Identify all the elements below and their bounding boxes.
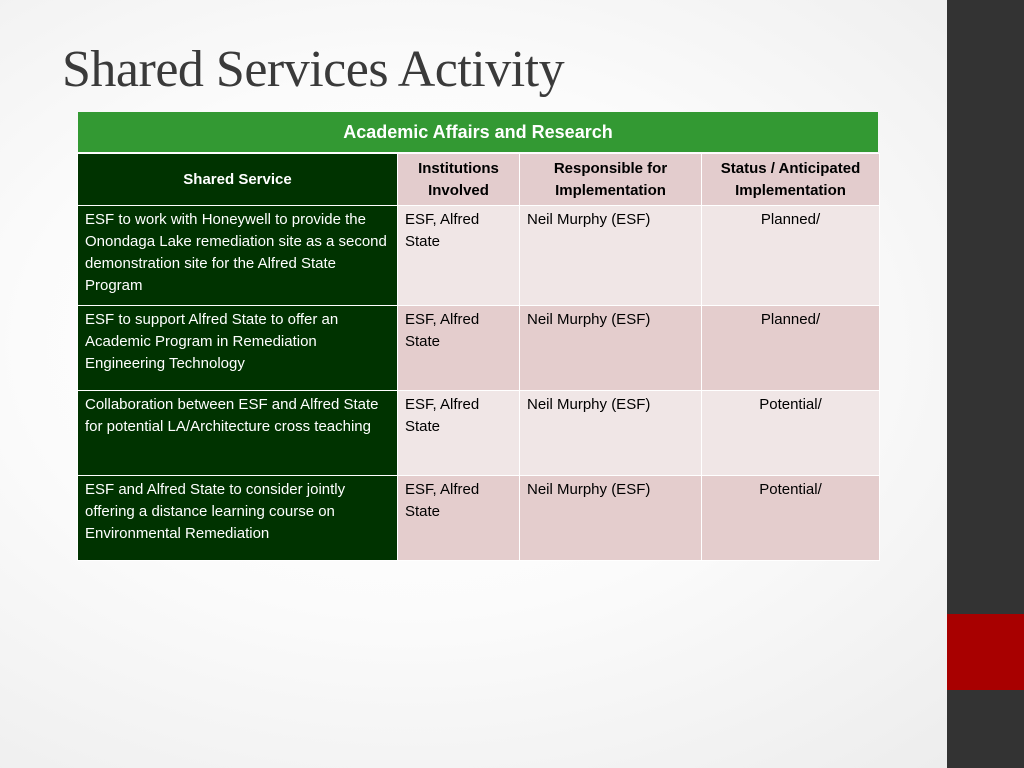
table-row [78, 306, 880, 391]
service-cell: Collaboration between ESF and Alfred State for potential LA/Architecture cross teaching [78, 391, 398, 476]
table-row [78, 476, 880, 561]
side-bar-accent [947, 614, 1024, 690]
section-header: Academic Affairs and Research [78, 112, 878, 152]
header-institutions: Institutions Involved [398, 154, 520, 206]
service-cell: ESF to support Alfred State to offer an Academic Program in Remediation Engineering Technology [78, 306, 398, 391]
slide-title: Shared Services Activity [62, 41, 565, 98]
table-header-row [78, 154, 880, 206]
responsible-cell: Neil Murphy (ESF) [520, 306, 702, 391]
status-cell: Planned/ [702, 306, 880, 391]
service-cell: ESF to work with Honeywell to provide the Onondaga Lake remediation site as a second demonstration site for the Alfred State Program [78, 206, 398, 306]
header-status: Status / Anticipated Implementation [702, 154, 880, 206]
header-shared-service: Shared Service [78, 154, 398, 206]
responsible-cell: Neil Murphy (ESF) [520, 206, 702, 306]
table-row [78, 206, 880, 306]
table-row [78, 391, 880, 476]
responsible-cell: Neil Murphy (ESF) [520, 476, 702, 561]
institutions-cell: ESF, Alfred State [398, 306, 520, 391]
institutions-cell: ESF, Alfred State [398, 391, 520, 476]
service-cell: ESF and Alfred State to consider jointly offering a distance learning course on Environmental Remediation [78, 476, 398, 561]
status-cell: Potential/ [702, 476, 880, 561]
header-responsible: Responsible for Implementation [520, 154, 702, 206]
institutions-cell: ESF, Alfred State [398, 476, 520, 561]
status-cell: Planned/ [702, 206, 880, 306]
status-cell: Potential/ [702, 391, 880, 476]
shared-services-table [77, 153, 880, 561]
responsible-cell: Neil Murphy (ESF) [520, 391, 702, 476]
institutions-cell: ESF, Alfred State [398, 206, 520, 306]
